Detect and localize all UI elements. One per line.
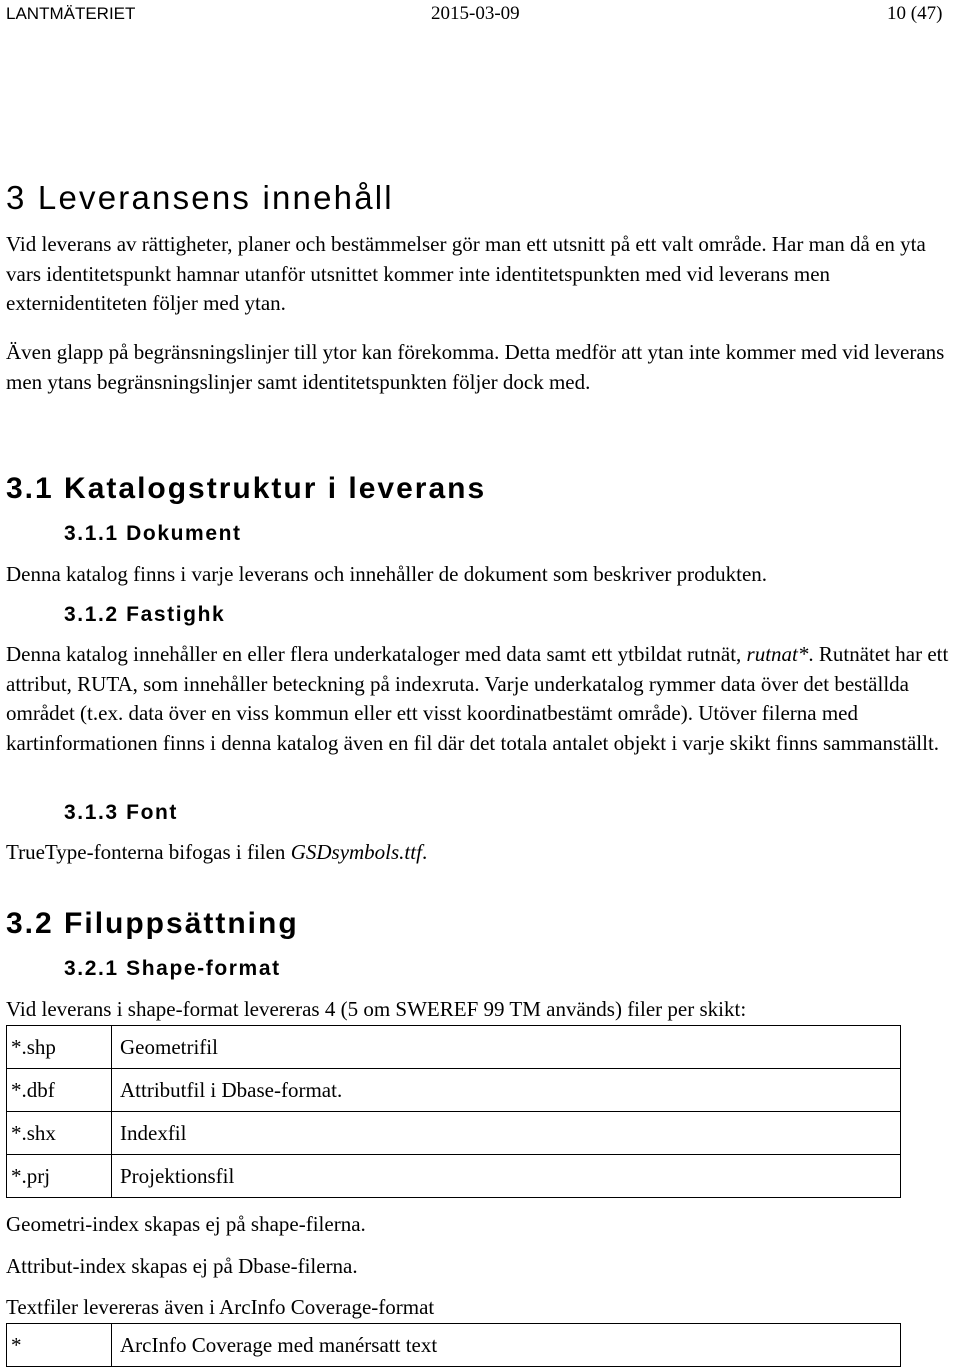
section-3-heading: 3 Leveransens innehåll <box>6 179 394 216</box>
header-date: 2015-03-09 <box>431 3 520 24</box>
note-geometry-index: Geometri-index skapas ej på shape-filerna. <box>6 1212 366 1236</box>
note-textfiles: Textfiler levereras även i ArcInfo Coverage-format <box>6 1295 435 1319</box>
section-3-1-2-heading: 3.1.2 Fastighk <box>64 603 226 626</box>
page-header <box>0 0 960 30</box>
file-description: Geometrifil <box>112 1026 901 1069</box>
shape-format-intro: Vid leverans i shape-format levereras 4 (5 om SWEREF 99 TM används) filer per skikt: <box>6 997 747 1021</box>
file-extension: *.prj <box>7 1155 112 1198</box>
section-3-1-2-text: Denna katalog innehåller en eller flera underkataloger med data samt ett ytbildat rutnät, rutnat*. Rutnätet har ett attribut, RUTA, som innehåller beteckning på indexruta. Varje underkatalog rymmer data över det beställda området (t.ex. data över en viss kommun eller ett visst koordinatbestämt område). Utöver filerna med kartinformationen finns i denna katalog även en fil där det totala antalet objekt i varje skikt finns sammanställt. <box>6 642 949 755</box>
file-description: Indexfil <box>112 1112 901 1155</box>
section-3-paragraph-1: Vid leverans av rättigheter, planer och bestämmelser gör man ett utsnitt på ett valt område. Har man då en yta vars identitetspunkt hamnar utanför utsnittet kommer inte identitetspunkten med vid leverans men externidentiteten följer med ytan. <box>6 232 926 315</box>
section-3-1-3-heading: 3.1.3 Font <box>64 801 179 824</box>
section-3-1-1-heading: 3.1.1 Dokument <box>64 522 242 545</box>
file-extension: *.dbf <box>7 1069 112 1112</box>
section-3-2-heading: 3.2 Filuppsättning <box>6 907 299 940</box>
table-row <box>7 1324 901 1367</box>
file-extension: * <box>7 1324 112 1367</box>
header-org: LANTMÄTERIET <box>6 4 136 23</box>
header-page-number: 10 (47) <box>887 3 943 24</box>
coverage-table <box>6 1323 901 1367</box>
table-row <box>7 1155 901 1198</box>
section-3-1-3-text: TrueType-fonterna bifogas i filen GSDsymbols.ttf. <box>6 840 428 864</box>
file-description: Projektionsfil <box>112 1155 901 1198</box>
table-row <box>7 1069 901 1112</box>
file-description: ArcInfo Coverage med manérsatt text <box>112 1324 901 1367</box>
file-extension: *.shx <box>7 1112 112 1155</box>
file-description: Attributfil i Dbase-format. <box>112 1069 901 1112</box>
section-3-1-1-text: Denna katalog finns i varje leverans och innehåller de dokument som beskriver produkten. <box>6 562 768 586</box>
shape-files-table <box>6 1025 901 1198</box>
section-3-2-1-heading: 3.2.1 Shape-format <box>64 957 281 980</box>
note-attribute-index: Attribut-index skapas ej på Dbase-filerna. <box>6 1254 358 1278</box>
table-row <box>7 1112 901 1155</box>
table-row <box>7 1026 901 1069</box>
file-extension: *.shp <box>7 1026 112 1069</box>
section-3-1-heading: 3.1 Katalogstruktur i leverans <box>6 472 487 505</box>
section-3-paragraph-2: Även glapp på begränsningslinjer till ytor kan förekomma. Detta medför att ytan inte kommer med vid leverans men ytans begränsningslinjer samt identitetspunkten följer dock med. <box>6 340 945 394</box>
